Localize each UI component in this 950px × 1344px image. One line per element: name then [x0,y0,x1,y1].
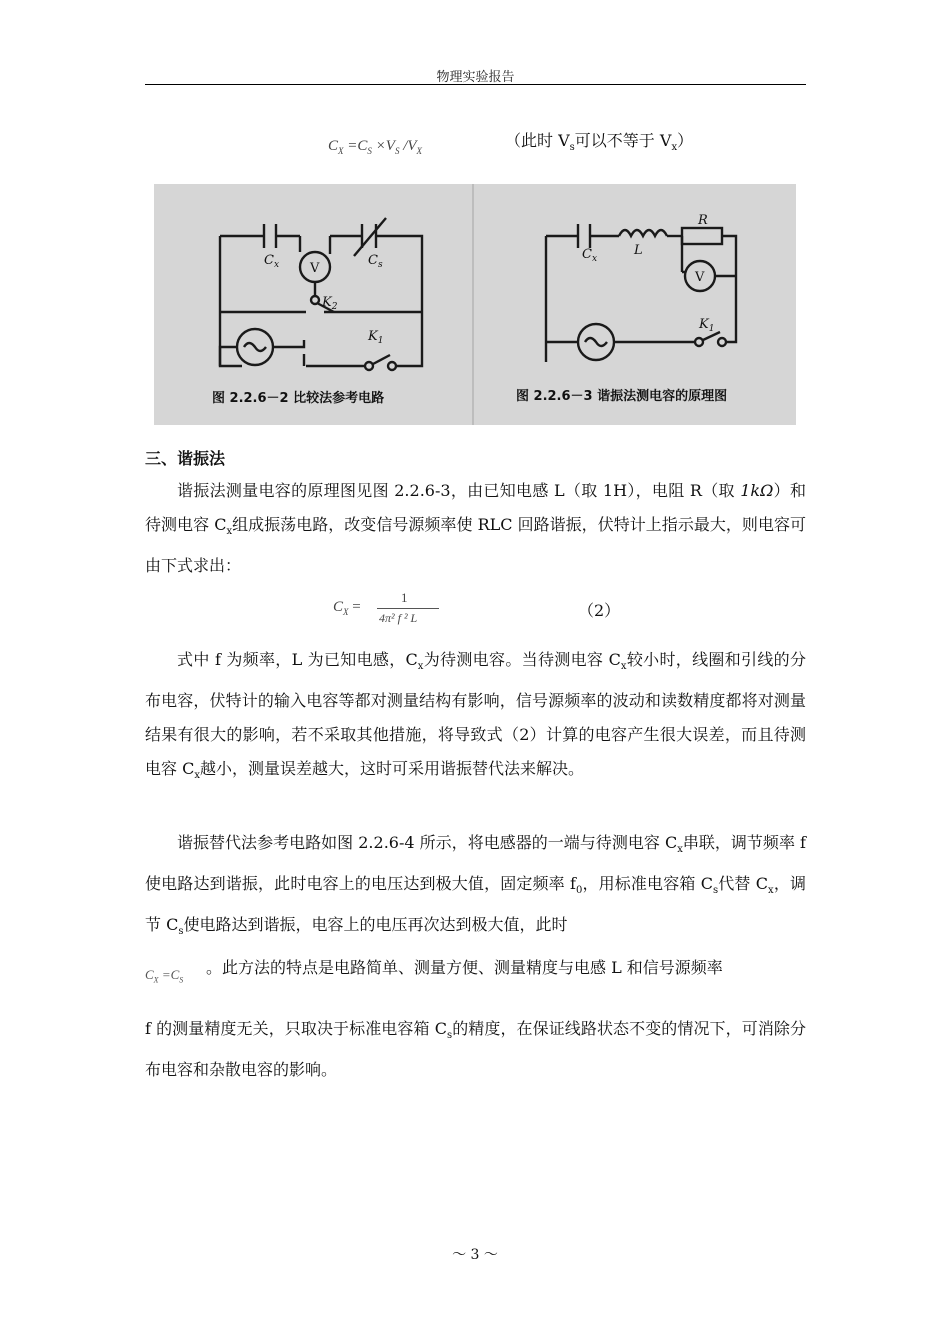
label-cx-right: $C_x$ [582,247,598,264]
label-voltmeter-right: V [695,270,705,285]
circuit-diagrams [154,184,796,425]
figure-caption-left: 图 2.2.6－2 比较法参考电路 [212,391,385,406]
label-voltmeter-left: V [310,261,320,276]
figure-caption-right: 图 2.2.6－3 谐振法测电容的原理图 [516,389,728,404]
formula-resonance: $C_X$ = 1 4π² f ² L [333,593,445,633]
formula-cx-ratio: $C_X =C_S \times V_S$ $/V_X$ [328,138,423,156]
label-inductor: L [634,243,643,258]
section-title: 三、谐振法 [145,449,226,468]
header-rule [145,84,806,85]
label-cs: $C_s$ [368,253,383,270]
paragraph-4: f 的测量精度无关，只取决于标准电容箱 $C_s$的精度，在保证线路状态不变的情况下，可消除分布电容和杂散电容的影响。 [145,1019,806,1080]
paragraph-3-continued: 。此方法的特点是电路简单、测量方便、测量精度与电感 L 和信号源频率 [206,958,723,977]
label-resistor: R [698,213,708,228]
label-k2: $K_2$ [322,295,338,312]
circuit-figure [154,184,796,425]
formula-number: （2） [578,601,621,620]
label-cx-left: $C_x$ [264,253,280,270]
paragraph-1: 谐振法测量电容的原理图见图 2.2.6-3，由已知电感 L（取 1H），电阻 R（取 1kΩ）和待测电容 $C_x$组成振荡电路，改变信号源频率使 RLC 回路谐振，伏特计上指示最大，则电容可由下式求出： [145,481,806,576]
label-k1-right: $K_1$ [699,317,715,334]
formula-cx-equals-cs: $C_X =C_S$ [145,967,184,985]
page-number: ～ 3 ～ [452,1247,498,1263]
paragraph-2: 式中 f 为频率，L 为已知电感，$C_x$为待测电容。当待测电容 $C_x$较小时，线圈和引线的分布电容，伏特计的输入电容等都对测量结构有影响，信号源频率的波动和读数精度都将对测量结果有很大的影响，若不采取其他措施，将导致式（2）计算的电容产生很大误差，而且待测电容 $C_x$越小，测量误差越大，这时可采用谐振替代法来解决。 [145,650,806,782]
label-k1-left: $K_1$ [368,329,384,346]
page-header: 物理实验报告 [436,70,515,85]
paragraph-3: 谐振替代法参考电路如图 2.2.6-4 所示，将电感器的一端与待测电容 $C_x$串联，调节频率 f 使电路达到谐振，此时电容上的电压达到极大值，固定频率 $f_0$，用标准电容箱 $C_s$代替 $C_x$，调节 $C_s$使电路达到谐振，电容上的电压再次达到极大值，此时 [145,833,806,938]
formula-note: （此时 $V_s$可以不等于 $V_x$） [505,131,694,154]
